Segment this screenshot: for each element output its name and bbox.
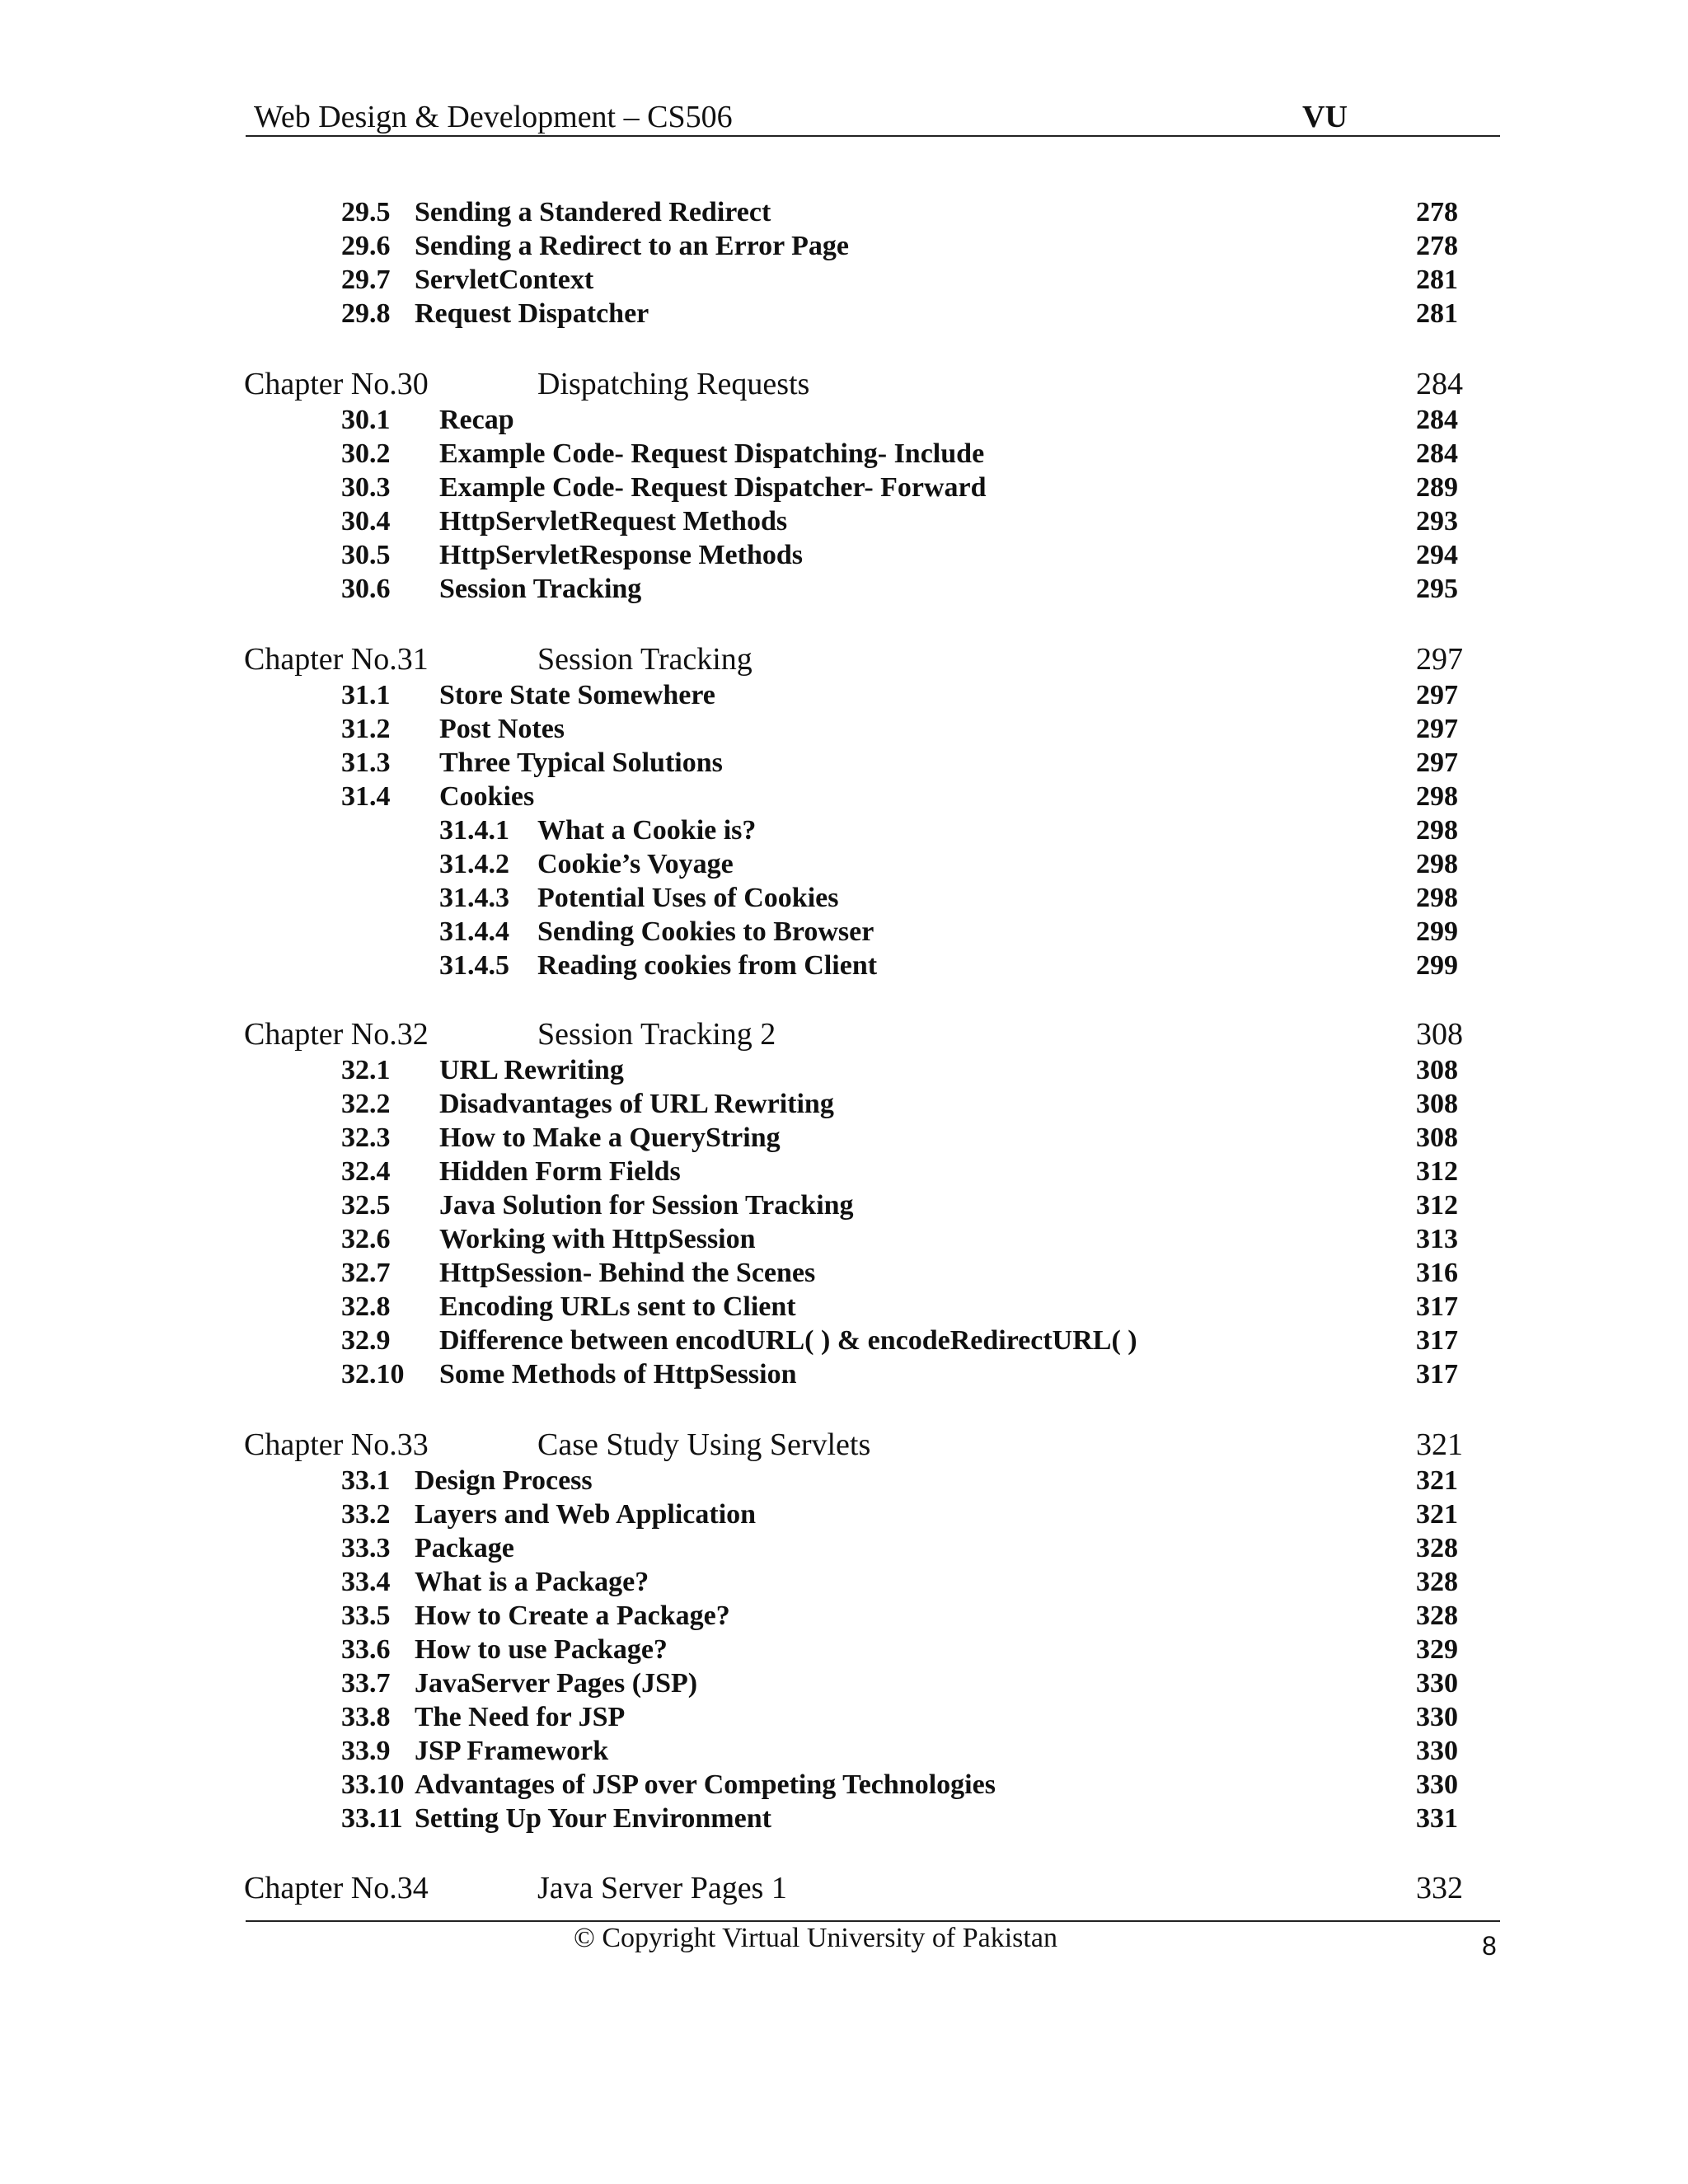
section-number: 33.6 [341, 1634, 391, 1665]
section-number: 32.9 [341, 1325, 391, 1356]
section-number: 32.6 [341, 1224, 391, 1254]
section-title: JSP Framework [415, 1736, 609, 1766]
chapter-label: Chapter No.32 [244, 1017, 429, 1052]
section-title: The Need for JSP [415, 1702, 626, 1732]
section-number: 30.4 [341, 506, 391, 537]
section-title: How to Make a QueryString [439, 1122, 781, 1153]
section-page: 284 [1416, 405, 1458, 435]
chapter-page: 297 [1416, 642, 1463, 677]
section-page: 298 [1416, 781, 1458, 812]
section-title: Design Process [415, 1465, 593, 1496]
section-page: 289 [1416, 472, 1458, 503]
subsection-page: 298 [1416, 815, 1458, 846]
section-title: Advantages of JSP over Competing Technologies [415, 1769, 996, 1800]
chapter-page: 308 [1416, 1017, 1463, 1052]
section-number: 33.2 [341, 1499, 391, 1530]
section-number: 33.5 [341, 1601, 391, 1631]
subsection-number: 31.4.3 [439, 883, 509, 913]
chapter-page: 332 [1416, 1871, 1463, 1905]
section-page: 321 [1416, 1465, 1458, 1496]
page-number: 8 [1482, 1931, 1497, 1961]
section-page: 328 [1416, 1567, 1458, 1597]
subsection-page: 299 [1416, 916, 1458, 947]
section-number: 32.7 [341, 1258, 391, 1288]
section-title: Three Typical Solutions [439, 748, 723, 778]
chapter-title: Case Study Using Servlets [537, 1427, 871, 1462]
subsection-page: 299 [1416, 950, 1458, 981]
section-number: 33.7 [341, 1668, 391, 1699]
section-page: 330 [1416, 1702, 1458, 1732]
chapter-page: 284 [1416, 367, 1463, 401]
subsection-number: 31.4.1 [439, 815, 509, 846]
section-title: Session Tracking [439, 574, 642, 604]
chapter-title: Dispatching Requests [537, 367, 810, 401]
chapter-label: Chapter No.34 [244, 1871, 429, 1905]
section-number: 30.6 [341, 574, 391, 604]
section-number: 33.3 [341, 1533, 391, 1563]
subsection-number: 31.4.5 [439, 950, 509, 981]
section-number: 32.1 [341, 1055, 391, 1085]
section-number: 33.9 [341, 1736, 391, 1766]
section-page: 312 [1416, 1190, 1458, 1221]
section-title: Sending a Standered Redirect [415, 197, 771, 227]
section-title: ServletContext [415, 265, 594, 295]
section-title: Layers and Web Application [415, 1499, 757, 1530]
section-page: 278 [1416, 231, 1458, 261]
section-title: Sending a Redirect to an Error Page [415, 231, 849, 261]
subsection-title: Reading cookies from Client [537, 950, 878, 981]
section-number: 30.1 [341, 405, 391, 435]
section-page: 312 [1416, 1156, 1458, 1187]
subsection-number: 31.4.2 [439, 849, 509, 879]
section-title: Example Code- Request Dispatching- Include [439, 438, 985, 469]
section-number: 30.3 [341, 472, 391, 503]
chapter-title: Java Server Pages 1 [537, 1871, 787, 1905]
section-page: 284 [1416, 438, 1458, 469]
section-title: Package [415, 1533, 514, 1563]
section-title: JavaServer Pages (JSP) [415, 1668, 698, 1699]
chapter-label: Chapter No.31 [244, 642, 429, 677]
section-page: 308 [1416, 1055, 1458, 1085]
section-page: 308 [1416, 1089, 1458, 1119]
section-page: 317 [1416, 1291, 1458, 1322]
section-title: Working with HttpSession [439, 1224, 756, 1254]
chapter-title: Session Tracking [537, 642, 753, 677]
section-page: 294 [1416, 540, 1458, 570]
chapter-label: Chapter No.30 [244, 367, 429, 401]
page-footer [246, 1920, 1500, 1980]
section-number: 33.10 [341, 1769, 405, 1800]
subsection-page: 298 [1416, 849, 1458, 879]
section-number: 31.3 [341, 748, 391, 778]
chapter-label: Chapter No.33 [244, 1427, 429, 1462]
section-number: 32.2 [341, 1089, 391, 1119]
section-title: Cookies [439, 781, 535, 812]
section-number: 32.4 [341, 1156, 391, 1187]
section-number: 33.8 [341, 1702, 391, 1732]
section-page: 278 [1416, 197, 1458, 227]
section-page: 331 [1416, 1803, 1458, 1834]
section-page: 330 [1416, 1769, 1458, 1800]
header-title: Web Design & Development – CS506 [254, 100, 733, 134]
section-page: 281 [1416, 298, 1458, 329]
section-page: 317 [1416, 1325, 1458, 1356]
section-number: 31.1 [341, 680, 391, 710]
section-page: 297 [1416, 714, 1458, 744]
section-number: 32.8 [341, 1291, 391, 1322]
header-org: VU [1302, 100, 1348, 134]
section-title: Difference between encodURL( ) & encodeRedirectURL( ) [439, 1325, 1137, 1356]
section-title: Java Solution for Session Tracking [439, 1190, 854, 1221]
footer-copyright: © Copyright Virtual University of Pakistan [574, 1923, 1057, 1953]
section-number: 32.3 [341, 1122, 391, 1153]
section-title: Request Dispatcher [415, 298, 649, 329]
section-number: 33.1 [341, 1465, 391, 1496]
chapter-page: 321 [1416, 1427, 1463, 1462]
subsection-title: What a Cookie is? [537, 815, 757, 846]
section-title: Encoding URLs sent to Client [439, 1291, 796, 1322]
section-title: Recap [439, 405, 514, 435]
chapter-title: Session Tracking 2 [537, 1017, 776, 1052]
section-page: 281 [1416, 265, 1458, 295]
section-page: 330 [1416, 1736, 1458, 1766]
subsection-title: Sending Cookies to Browser [537, 916, 874, 947]
section-title: HttpServletResponse Methods [439, 540, 804, 570]
section-number: 30.5 [341, 540, 391, 570]
section-page: 297 [1416, 680, 1458, 710]
section-page: 295 [1416, 574, 1458, 604]
section-number: 31.2 [341, 714, 391, 744]
section-number: 31.4 [341, 781, 391, 812]
section-title: HttpSession- Behind the Scenes [439, 1258, 816, 1288]
section-title: Post Notes [439, 714, 565, 744]
section-title: Some Methods of HttpSession [439, 1359, 797, 1390]
section-number: 32.5 [341, 1190, 391, 1221]
section-title: Setting Up Your Environment [415, 1803, 771, 1834]
section-title: Hidden Form Fields [439, 1156, 681, 1187]
section-number: 29.8 [341, 298, 391, 329]
section-title: Store State Somewhere [439, 680, 715, 710]
section-number: 33.11 [341, 1803, 403, 1834]
section-page: 297 [1416, 748, 1458, 778]
subsection-page: 298 [1416, 883, 1458, 913]
section-title: What is a Package? [415, 1567, 649, 1597]
section-page: 328 [1416, 1533, 1458, 1563]
section-page: 313 [1416, 1224, 1458, 1254]
section-number: 32.10 [341, 1359, 405, 1390]
section-page: 330 [1416, 1668, 1458, 1699]
section-number: 29.6 [341, 231, 391, 261]
section-title: HttpServletRequest Methods [439, 506, 788, 537]
section-page: 317 [1416, 1359, 1458, 1390]
section-title: How to Create a Package? [415, 1601, 730, 1631]
section-page: 328 [1416, 1601, 1458, 1631]
section-title: Disadvantages of URL Rewriting [439, 1089, 834, 1119]
section-page: 329 [1416, 1634, 1458, 1665]
section-number: 29.7 [341, 265, 391, 295]
subsection-title: Cookie’s Voyage [537, 849, 734, 879]
section-page: 308 [1416, 1122, 1458, 1153]
section-number: 29.5 [341, 197, 391, 227]
section-page: 293 [1416, 506, 1458, 537]
section-page: 321 [1416, 1499, 1458, 1530]
subsection-title: Potential Uses of Cookies [537, 883, 839, 913]
section-title: Example Code- Request Dispatcher- Forward [439, 472, 987, 503]
section-page: 316 [1416, 1258, 1458, 1288]
section-number: 33.4 [341, 1567, 391, 1597]
subsection-number: 31.4.4 [439, 916, 509, 947]
section-title: URL Rewriting [439, 1055, 624, 1085]
section-number: 30.2 [341, 438, 391, 469]
section-title: How to use Package? [415, 1634, 668, 1665]
